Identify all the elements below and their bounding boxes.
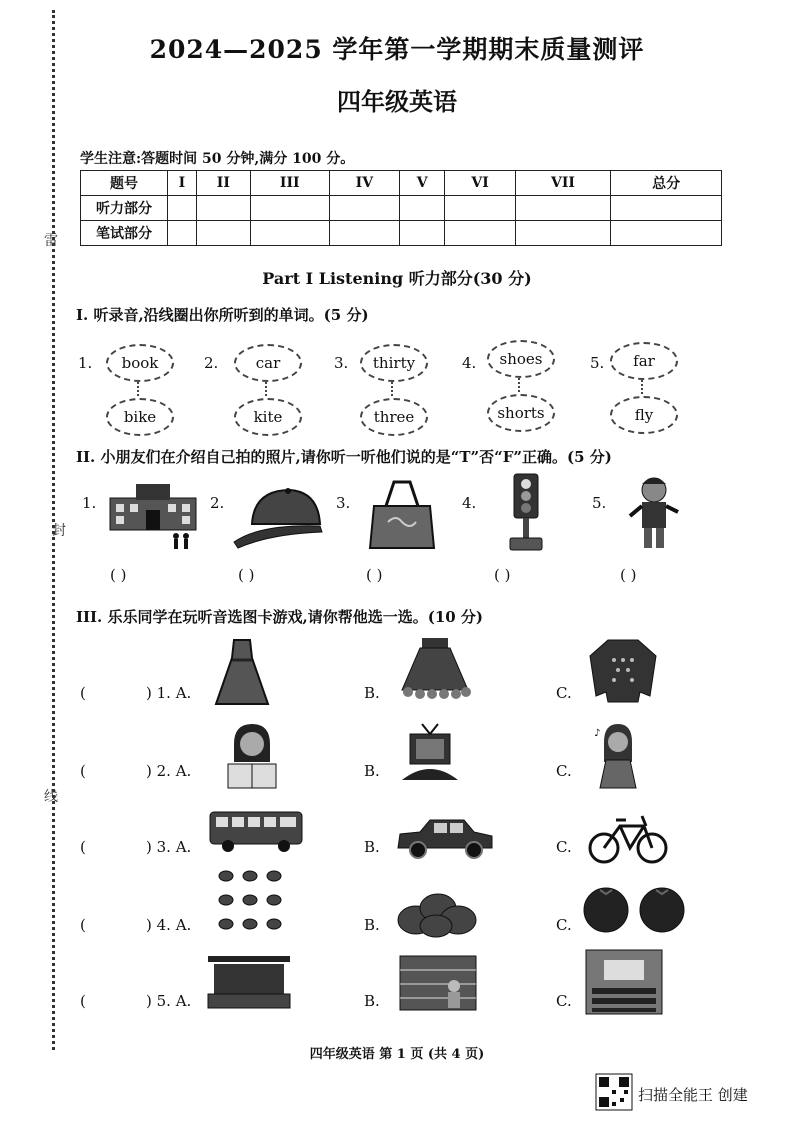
dress-icon[interactable]: [212, 636, 272, 708]
s3-answer-open[interactable]: (: [80, 838, 86, 856]
s1-word-top[interactable]: car: [234, 344, 302, 382]
s3-answer-open[interactable]: (: [80, 916, 86, 934]
s1-word-bottom[interactable]: shorts: [487, 394, 555, 432]
s3-answer-open[interactable]: (: [80, 684, 86, 702]
s1-connector: [265, 382, 269, 396]
score-cell[interactable]: [611, 221, 722, 246]
s3-option-b: B.: [364, 762, 380, 780]
s3-option-b: B.: [364, 992, 380, 1010]
s1-connector: [137, 382, 141, 396]
bike-icon[interactable]: [588, 808, 668, 866]
score-cell[interactable]: [250, 196, 329, 221]
s1-connector: [641, 380, 645, 394]
score-header-cell: 题号: [81, 171, 168, 196]
bus-icon[interactable]: [208, 810, 304, 854]
s1-item-number: 5.: [590, 354, 605, 372]
cap-icon: [230, 484, 330, 550]
score-header-cell: IV: [329, 171, 399, 196]
score-row-label: 听力部分: [81, 196, 168, 221]
scanner-watermark: 扫描全能王 创建: [638, 1086, 748, 1104]
traffic-light-icon: [506, 472, 546, 554]
girl-singing-icon[interactable]: [594, 722, 642, 790]
s3-option-c: C.: [556, 992, 572, 1010]
boy-icon: [628, 474, 680, 554]
s3-row-label: ) 1. A.: [146, 684, 192, 702]
score-table: [80, 170, 722, 246]
score-header-cell: VI: [445, 171, 515, 196]
s1-word-top[interactable]: far: [610, 342, 678, 380]
s1-word-bottom[interactable]: fly: [610, 396, 678, 434]
score-table-row: [81, 221, 722, 246]
score-cell[interactable]: [515, 221, 610, 246]
s3-option-c: C.: [556, 762, 572, 780]
s3-answer-open[interactable]: (: [80, 992, 86, 1010]
skirt-icon[interactable]: [398, 636, 472, 700]
score-table-header-row: [81, 171, 722, 196]
s1-item-number: 4.: [462, 354, 477, 372]
s1-connector: [391, 382, 395, 396]
s2-item-number: 3.: [336, 494, 351, 512]
score-header-cell: VII: [515, 171, 610, 196]
section2-title: II. 小朋友们在介绍自己拍的照片,请你听一听他们说的是“T”否“F”正确。(5 分): [76, 448, 612, 466]
s2-item-number: 4.: [462, 494, 477, 512]
s3-row-label: ) 4. A.: [146, 916, 192, 934]
s3-answer-open[interactable]: (: [80, 762, 86, 780]
score-header-cell: I: [168, 171, 197, 196]
s1-word-bottom[interactable]: bike: [106, 398, 174, 436]
s1-word-top[interactable]: thirty: [360, 344, 428, 382]
part1-title: Part I Listening 听力部分(30 分): [262, 269, 532, 288]
s1-word-top[interactable]: book: [106, 344, 174, 382]
candies-icon[interactable]: [214, 866, 284, 936]
s1-item-number: 2.: [204, 354, 219, 372]
score-cell[interactable]: [196, 221, 250, 246]
s3-row-label: ) 2. A.: [146, 762, 192, 780]
score-header-cell: 总分: [611, 171, 722, 196]
score-cell[interactable]: [329, 196, 399, 221]
exam-subtitle: 四年级英语: [337, 87, 457, 116]
s2-answer-blank[interactable]: ( ): [238, 566, 255, 584]
score-cell[interactable]: [445, 196, 515, 221]
hall-icon[interactable]: [584, 948, 664, 1016]
car-icon[interactable]: [394, 812, 496, 860]
s3-option-b: B.: [364, 684, 380, 702]
s2-item-number: 5.: [592, 494, 607, 512]
score-header-cell: II: [196, 171, 250, 196]
s3-option-b: B.: [364, 916, 380, 934]
s2-answer-blank[interactable]: ( ): [366, 566, 383, 584]
margin-mark-top: 雷: [44, 233, 58, 249]
library-icon[interactable]: [398, 954, 478, 1012]
score-header-cell: V: [400, 171, 445, 196]
s3-row-label: ) 5. A.: [146, 992, 192, 1010]
s1-connector: [518, 378, 522, 392]
qr-code-icon: [596, 1074, 632, 1110]
s2-answer-blank[interactable]: ( ): [620, 566, 637, 584]
score-cell[interactable]: [400, 221, 445, 246]
score-cell[interactable]: [168, 196, 197, 221]
bag-icon: [366, 478, 438, 554]
s2-answer-blank[interactable]: ( ): [110, 566, 127, 584]
s2-item-number: 1.: [82, 494, 97, 512]
score-cell[interactable]: [611, 196, 722, 221]
s3-option-c: C.: [556, 916, 572, 934]
s1-word-bottom[interactable]: kite: [234, 398, 302, 436]
potatoes-icon[interactable]: [396, 886, 480, 938]
score-header-cell: III: [250, 171, 329, 196]
s1-item-number: 3.: [334, 354, 349, 372]
school-building-icon: [106, 478, 202, 550]
section1-title: I. 听录音,沿线圈出你所听到的单词。(5 分): [76, 306, 369, 324]
s2-item-number: 2.: [210, 494, 225, 512]
exam-title: 2024—2025 学年第一学期期末质量测评: [149, 35, 645, 64]
svg-text:♪: ♪: [594, 728, 601, 739]
s3-option-b: B.: [364, 838, 380, 856]
score-cell[interactable]: [515, 196, 610, 221]
s3-option-c: C.: [556, 684, 572, 702]
sweater-icon[interactable]: [588, 636, 658, 704]
section3-title: III. 乐乐同学在玩听音选图卡游戏,请你帮他选一选。(10 分): [76, 608, 484, 626]
s1-word-bottom[interactable]: three: [360, 398, 428, 436]
tomatoes-icon[interactable]: [580, 884, 690, 934]
tv-icon[interactable]: [398, 722, 462, 784]
s2-answer-blank[interactable]: ( ): [494, 566, 511, 584]
s1-item-number: 1.: [78, 354, 93, 372]
score-cell[interactable]: [445, 221, 515, 246]
page-footer: 四年级英语 第 1 页 (共 4 页): [309, 1047, 485, 1062]
score-cell[interactable]: [329, 221, 399, 246]
student-notice: 学生注意:答题时间 50 分钟,满分 100 分。: [80, 151, 355, 167]
margin-mark-line: 线: [44, 789, 58, 805]
score-cell[interactable]: [196, 196, 250, 221]
s3-option-c: C.: [556, 838, 572, 856]
girl-reading-icon[interactable]: [224, 722, 280, 792]
score-cell[interactable]: [250, 221, 329, 246]
s1-word-top[interactable]: shoes: [487, 340, 555, 378]
score-row-label: 笔试部分: [81, 221, 168, 246]
margin-mark-seal: 封: [52, 523, 66, 539]
s3-row-label: ) 3. A.: [146, 838, 192, 856]
score-cell[interactable]: [400, 196, 445, 221]
score-table-row: [81, 196, 722, 221]
score-cell[interactable]: [168, 221, 197, 246]
stage-icon[interactable]: [206, 954, 292, 1012]
